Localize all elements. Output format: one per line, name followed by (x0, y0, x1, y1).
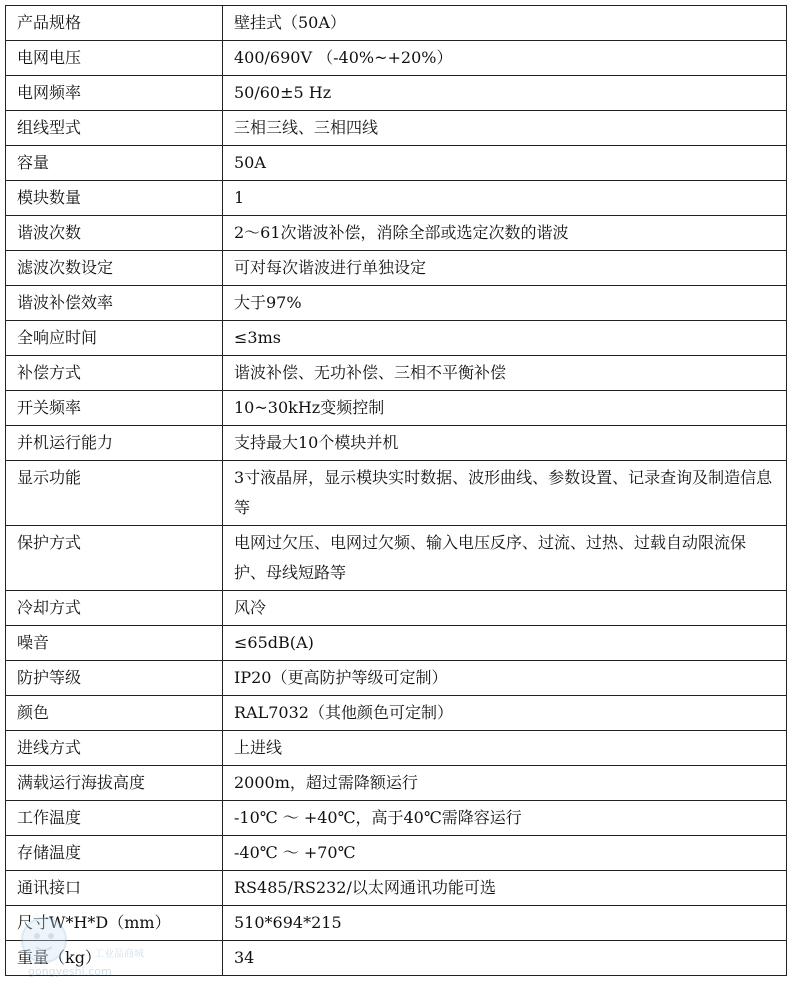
row-key: 电网频率 (6, 76, 223, 111)
row-value: ≤3ms (223, 321, 787, 356)
row-value: 1 (223, 181, 787, 216)
table-row (6, 906, 787, 941)
table-row (6, 766, 787, 801)
row-value: 风冷 (223, 591, 787, 626)
row-value: 上进线 (223, 731, 787, 766)
table-row (6, 731, 787, 766)
table-row (6, 836, 787, 871)
row-key: 存储温度 (6, 836, 223, 871)
table-row (6, 426, 787, 461)
row-value: 可对每次谐波进行单独设定 (223, 251, 787, 286)
row-key: 重量（kg） (6, 941, 223, 976)
row-key: 满载运行海拔高度 (6, 766, 223, 801)
table-row (6, 941, 787, 976)
row-value: -40℃ ～ +70℃ (223, 836, 787, 871)
row-key: 保护方式 (6, 526, 223, 591)
row-value: 510*694*215 (223, 906, 787, 941)
table-row (6, 146, 787, 181)
watermark-url: gongyeshi.com (28, 965, 112, 978)
row-key: 全响应时间 (6, 321, 223, 356)
row-key: 补偿方式 (6, 356, 223, 391)
row-key: 进线方式 (6, 731, 223, 766)
row-key: 显示功能 (6, 461, 223, 526)
row-key: 工作温度 (6, 801, 223, 836)
table-row (6, 41, 787, 76)
table-row (6, 321, 787, 356)
row-key: 噪音 (6, 626, 223, 661)
table-row (6, 526, 787, 591)
spec-table (5, 5, 787, 976)
row-key: 模块数量 (6, 181, 223, 216)
table-row (6, 76, 787, 111)
row-key: 并机运行能力 (6, 426, 223, 461)
table-row (6, 871, 787, 906)
row-key: 谐波次数 (6, 216, 223, 251)
row-value: 400/690V （-40%~+20%） (223, 41, 787, 76)
row-key: 冷却方式 (6, 591, 223, 626)
row-value: 2～61次谐波补偿，消除全部或选定次数的谐波 (223, 216, 787, 251)
row-value: RS485/RS232/以太网通讯功能可选 (223, 871, 787, 906)
table-row (6, 6, 787, 41)
row-key: 防护等级 (6, 661, 223, 696)
row-key: 滤波次数设定 (6, 251, 223, 286)
row-value: 支持最大10个模块并机 (223, 426, 787, 461)
row-key: 容量 (6, 146, 223, 181)
row-key: 谐波补偿效率 (6, 286, 223, 321)
table-row (6, 286, 787, 321)
table-row (6, 801, 787, 836)
table-row (6, 216, 787, 251)
table-row (6, 696, 787, 731)
row-value: ≤65dB(A) (223, 626, 787, 661)
table-row (6, 356, 787, 391)
row-value: 谐波补偿、无功补偿、三相不平衡补偿 (223, 356, 787, 391)
table-row (6, 591, 787, 626)
row-value: 50A (223, 146, 787, 181)
table-row (6, 391, 787, 426)
row-value: 壁挂式（50A） (223, 6, 787, 41)
row-key: 组线型式 (6, 111, 223, 146)
table-row (6, 661, 787, 696)
row-value: -10℃ ～ +40℃，高于40℃需降容运行 (223, 801, 787, 836)
row-value: RAL7032（其他颜色可定制） (223, 696, 787, 731)
row-value: 50/60±5 Hz (223, 76, 787, 111)
row-key: 尺寸W*H*D（mm） (6, 906, 223, 941)
row-value: IP20（更高防护等级可定制） (223, 661, 787, 696)
row-key: 电网电压 (6, 41, 223, 76)
row-value: 电网过欠压、电网过欠频、输入电压反序、过流、过热、过载自动限流保护、母线短路等 (223, 526, 787, 591)
table-row (6, 251, 787, 286)
table-row (6, 181, 787, 216)
row-key: 颜色 (6, 696, 223, 731)
table-row (6, 461, 787, 526)
row-value: 三相三线、三相四线 (223, 111, 787, 146)
row-key: 产品规格 (6, 6, 223, 41)
row-value: 34 (223, 941, 787, 976)
row-value: 大于97% (223, 286, 787, 321)
table-row (6, 626, 787, 661)
row-key: 开关频率 (6, 391, 223, 426)
row-value: 10~30kHz变频控制 (223, 391, 787, 426)
table-row (6, 111, 787, 146)
row-key: 通讯接口 (6, 871, 223, 906)
row-value: 3寸液晶屏，显示模块实时数据、波形曲线、参数设置、记录查询及制造信息等 (223, 461, 787, 526)
row-value: 2000m，超过需降额运行 (223, 766, 787, 801)
watermark-text: 工业品商城 (94, 949, 144, 960)
